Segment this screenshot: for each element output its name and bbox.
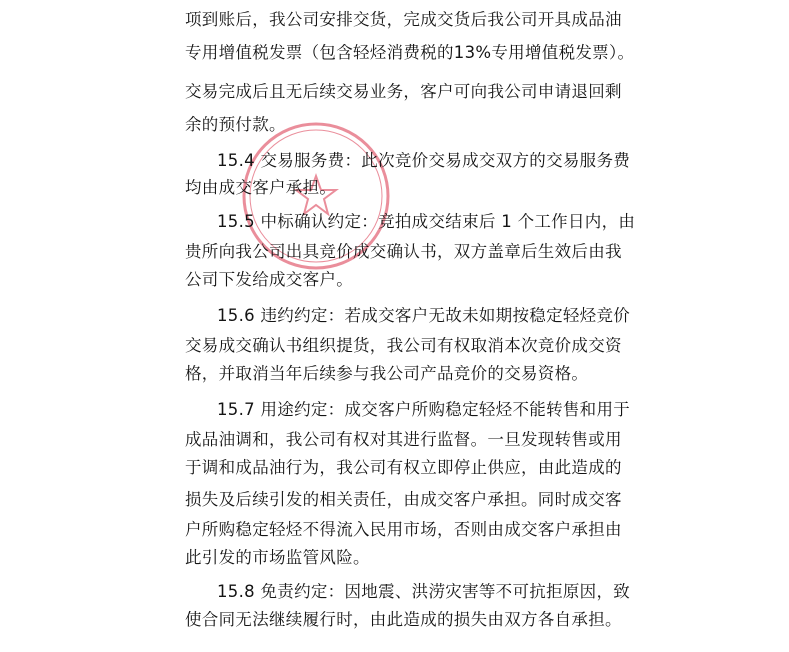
text-line: 使合同无法继续履行时，由此造成的损失由双方各自承担。 (185, 610, 622, 629)
text-line: 于调和成品油行为，我公司有权立即停止供应，由此造成的 (185, 458, 622, 477)
text-line: 格，并取消当年后续参与我公司产品竞价的交易资格。 (185, 364, 589, 383)
text-line: 交易成交确认书组织提货，我公司有权取消本次竞价成交资 (185, 336, 622, 355)
text-line: 公司下发给成交客户。 (185, 270, 353, 289)
clause-15-7-heading: 15.7 用途约定：成交客户所购稳定轻烃不能转售和用于 (217, 400, 631, 419)
text-line: 项到账后，我公司安排交货，完成交货后我公司开具成品油 (185, 10, 622, 29)
text-line: 此引发的市场监管风险。 (185, 548, 370, 567)
text-line: 交易完成后且无后续交易业务，客户可向我公司申请退回剩 (185, 82, 622, 101)
text-line: 贵所向我公司出具竞价成交确认书，双方盖章后生效后由我 (185, 242, 622, 261)
text-line: 余的预付款。 (185, 115, 286, 134)
text-line: 损失及后续引发的相关责任，由成交客户承担。同时成交客 (185, 490, 622, 509)
clause-15-8-heading: 15.8 免责约定：因地震、洪涝灾害等不可抗拒原因，致 (217, 582, 631, 601)
text-line: 均由成交客户承担。 (185, 178, 337, 197)
clause-15-5-heading: 15.5 中标确认约定：竞拍成交结束后 1 个工作日内，由 (217, 212, 636, 231)
text-line: 成品油调和，我公司有权对其进行监督。一旦发现转售或用 (185, 430, 622, 449)
text-line: 专用增值税发票（包含轻烃消费税的13%专用增值税发票）。 (185, 43, 635, 62)
clause-15-6-heading: 15.6 违约约定：若成交客户无故未如期按稳定轻烃竞价 (217, 306, 631, 325)
text-line: 户所购稳定轻烃不得流入民用市场，否则由成交客户承担由 (185, 520, 622, 539)
clause-15-4-heading: 15.4 交易服务费：此次竞价交易成交双方的交易服务费 (217, 151, 631, 170)
